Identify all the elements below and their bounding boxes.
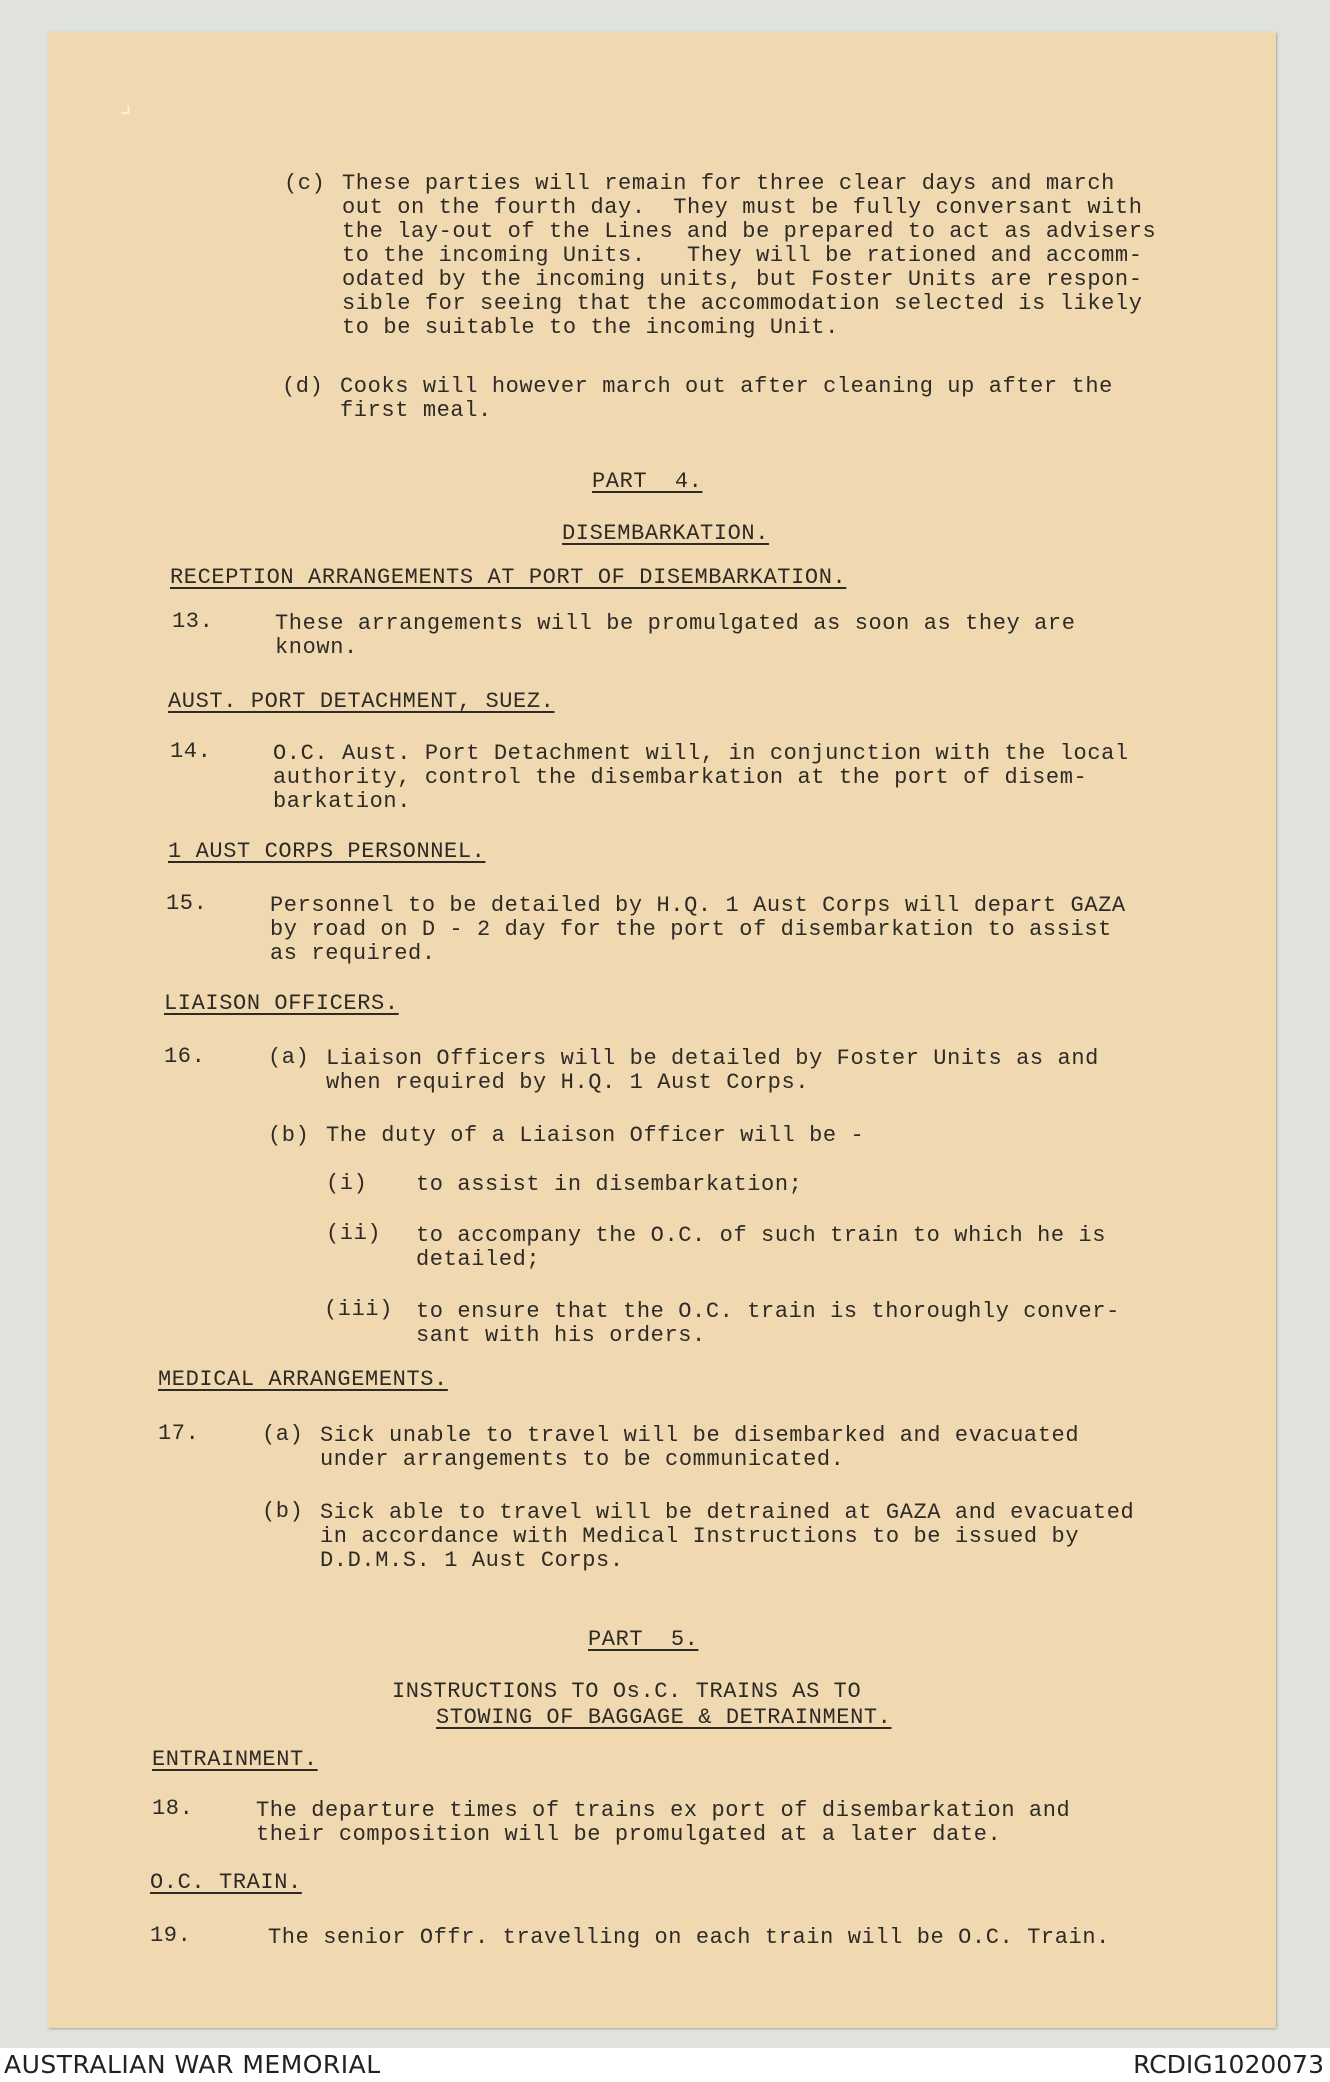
text-line: as required. bbox=[270, 941, 436, 966]
part5-subtitle-line1: INSTRUCTIONS TO Os.C. TRAINS AS TO bbox=[392, 1679, 862, 1704]
text-line: their composition will be promulgated at a later date. bbox=[256, 1822, 1002, 1847]
para-16b-text: The duty of a Liaison Officer will be - bbox=[326, 1123, 865, 1148]
text-line: out on the fourth day. They must be fully conversant with bbox=[342, 195, 1143, 220]
part4-title: PART 4. bbox=[592, 469, 703, 494]
para-16b-ii-text bbox=[416, 1224, 1106, 1272]
part5-subtitle-line2: STOWING OF BAGGAGE & DETRAINMENT. bbox=[436, 1705, 892, 1730]
text-line: the lay-out of the Lines and be prepared to act as advisers bbox=[342, 219, 1157, 244]
corps-personnel-heading: 1 AUST CORPS PERSONNEL. bbox=[168, 839, 486, 864]
para-16b-label: (b) bbox=[268, 1123, 310, 1148]
para-16a-text bbox=[326, 1047, 1099, 1095]
reception-heading: RECEPTION ARRANGEMENTS AT PORT OF DISEMBARKATION. bbox=[170, 565, 847, 590]
para-16b-ii-label: (ii) bbox=[326, 1221, 382, 1246]
para-18-text bbox=[256, 1799, 1070, 1847]
text-line: sant with his orders. bbox=[416, 1323, 706, 1348]
text-line: odated by the incoming units, but Foster Units are respon- bbox=[342, 267, 1143, 292]
para-17-number: 17. bbox=[158, 1421, 200, 1446]
oc-train-heading: O.C. TRAIN. bbox=[150, 1870, 302, 1895]
text-line: These arrangements will be promulgated as soon as they are bbox=[275, 611, 1076, 636]
para-15-number: 15. bbox=[166, 891, 208, 916]
text-line: Cooks will however march out after cleaning up after the bbox=[340, 374, 1113, 399]
text-line: Sick unable to travel will be disembarked and evacuated bbox=[320, 1423, 1080, 1448]
para-c-label: (c) bbox=[284, 171, 326, 196]
text-line: in accordance with Medical Instructions to be issued by bbox=[320, 1524, 1080, 1549]
para-18-number: 18. bbox=[152, 1796, 194, 1821]
para-17a-text bbox=[320, 1424, 1079, 1472]
text-line: known. bbox=[275, 635, 358, 660]
text-line: to ensure that the O.C. train is thoroughly conver- bbox=[416, 1299, 1120, 1324]
text-line: first meal. bbox=[340, 398, 492, 423]
para-15-text bbox=[270, 894, 1126, 966]
para-17b-text bbox=[320, 1501, 1134, 1573]
text-line: barkation. bbox=[273, 789, 412, 814]
para-16b-i-label: (i) bbox=[326, 1171, 368, 1196]
para-16-number: 16. bbox=[164, 1044, 206, 1069]
text-line: to accompany the O.C. of such train to which he is bbox=[416, 1223, 1107, 1248]
text-line: Personnel to be detailed by H.Q. 1 Aust Corps will depart GAZA bbox=[270, 893, 1126, 918]
text-line: O.C. Aust. Port Detachment will, in conjunction with the local bbox=[273, 741, 1129, 766]
para-13-number: 13. bbox=[172, 609, 214, 634]
para-c-text bbox=[342, 172, 1156, 340]
para-13-text bbox=[275, 612, 1076, 660]
liaison-heading: LIAISON OFFICERS. bbox=[164, 991, 399, 1016]
text-line: Sick able to travel will be detrained at GAZA and evacuated bbox=[320, 1500, 1135, 1525]
para-14-number: 14. bbox=[170, 739, 212, 764]
institution-credit: AUSTRALIAN WAR MEMORIAL bbox=[4, 2050, 381, 2079]
staple-hole-icon: ⌟ bbox=[120, 90, 132, 118]
text-line: Liaison Officers will be detailed by Foster Units as and bbox=[326, 1046, 1099, 1071]
para-14-text bbox=[273, 742, 1129, 814]
entrainment-heading: ENTRAINMENT. bbox=[152, 1747, 318, 1772]
para-16a-label: (a) bbox=[268, 1045, 310, 1070]
text-line: These parties will remain for three clear days and march bbox=[342, 171, 1115, 196]
part4-subtitle: DISEMBARKATION. bbox=[562, 521, 770, 546]
text-line: authority, control the disembarkation at the port of disem- bbox=[273, 765, 1088, 790]
para-17a-label: (a) bbox=[262, 1422, 304, 1447]
text-line: The departure times of trains ex port of disembarkation and bbox=[256, 1798, 1071, 1823]
medical-heading: MEDICAL ARRANGEMENTS. bbox=[158, 1367, 448, 1392]
para-16b-iii-label: (iii) bbox=[324, 1297, 394, 1322]
text-line: detailed; bbox=[416, 1247, 541, 1272]
text-line: by road on D - 2 day for the port of disembarkation to assist bbox=[270, 917, 1112, 942]
text-line: under arrangements to be communicated. bbox=[320, 1447, 845, 1472]
para-16b-iii-text bbox=[416, 1300, 1120, 1348]
para-17b-label: (b) bbox=[262, 1499, 304, 1524]
para-d-label: (d) bbox=[282, 374, 324, 399]
text-line: to the incoming Units. They will be rationed and accomm- bbox=[342, 243, 1143, 268]
para-16b-i-text: to assist in disembarkation; bbox=[416, 1172, 803, 1197]
item-identifier: RCDIG1020073 bbox=[1133, 2050, 1324, 2079]
text-line: D.D.M.S. 1 Aust Corps. bbox=[320, 1548, 624, 1573]
aust-port-heading: AUST. PORT DETACHMENT, SUEZ. bbox=[168, 689, 555, 714]
text-line: when required by H.Q. 1 Aust Corps. bbox=[326, 1070, 810, 1095]
para-19-text: The senior Offr. travelling on each train will be O.C. Train. bbox=[268, 1925, 1110, 1950]
text-line: sible for seeing that the accommodation selected is likely bbox=[342, 291, 1143, 316]
text-line: to be suitable to the incoming Unit. bbox=[342, 315, 839, 340]
para-d-text bbox=[340, 375, 1113, 423]
part5-title: PART 5. bbox=[588, 1627, 699, 1652]
para-19-number: 19. bbox=[150, 1923, 192, 1948]
